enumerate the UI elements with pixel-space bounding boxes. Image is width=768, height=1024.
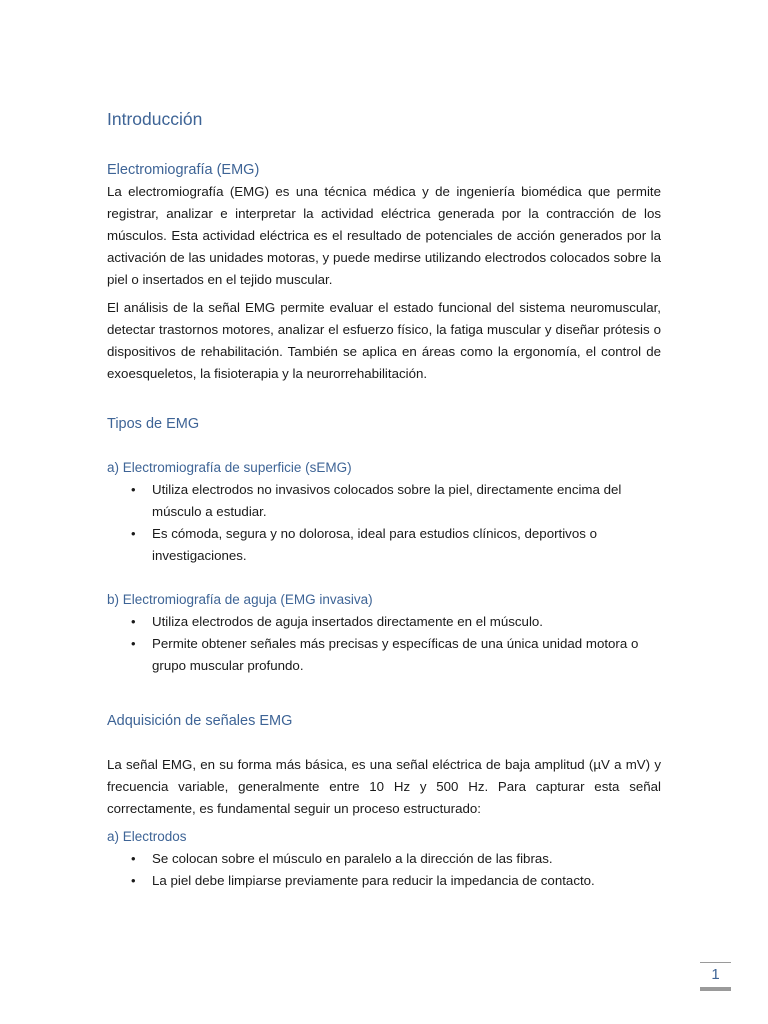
bullet-icon: • xyxy=(131,614,136,629)
list-item-text: Utiliza electrodos de aguja insertados directamente en el músculo. xyxy=(152,614,543,629)
bullet-icon: • xyxy=(131,526,136,541)
list-item-text: Se colocan sobre el músculo en paralelo a la dirección de las fibras. xyxy=(152,851,553,866)
list-item xyxy=(107,848,661,870)
section-heading-acquisition: Adquisición de señales EMG xyxy=(107,713,293,729)
list-item-text: La piel debe limpiarse previamente para reducir la impedancia de contacto. xyxy=(152,873,595,888)
bullet-icon: • xyxy=(131,636,136,651)
bullet-list-needle-emg xyxy=(107,611,661,677)
section-heading-emg: Electromiografía (EMG) xyxy=(107,162,260,178)
bullet-icon: • xyxy=(131,851,136,866)
bullet-icon: • xyxy=(131,873,136,888)
page-content xyxy=(107,106,661,892)
subsection-heading-semg: a) Electromiografía de superficie (sEMG) xyxy=(107,460,352,475)
bullet-icon: • xyxy=(131,482,136,497)
list-item-text: Permite obtener señales más precisas y específicas de una única unidad motora o grupo muscular profundo. xyxy=(152,636,639,673)
page-number-footer xyxy=(700,962,731,991)
paragraph-emg-analysis: El análisis de la señal EMG permite evaluar el estado funcional del sistema neuromuscular, detectar trastornos motores, analizar el esfuerzo físico, la fatiga muscular y diseñar prótesis o dispositivos de rehabilitación. También se aplica en áreas como la ergonomía, el control de exoesqueletos, la fisioterapia y la neurorrehabilitación. xyxy=(107,300,661,381)
list-item-text: Utiliza electrodos no invasivos colocados sobre la piel, directamente encima del músculo a estudiar. xyxy=(152,482,622,519)
subsection-heading-electrodes: a) Electrodos xyxy=(107,829,187,844)
paragraph-acquisition: La señal EMG, en su forma más básica, es una señal eléctrica de baja amplitud (µV a mV) y frecuencia variable, generalmente entre 10 Hz y 500 Hz. Para capturar esta señal correctamente, es fundamental seguir un proceso estructurado: xyxy=(107,757,661,816)
bullet-list-semg xyxy=(107,479,661,567)
section-heading-types: Tipos de EMG xyxy=(107,416,200,432)
subsection-heading-needle-emg: b) Electromiografía de aguja (EMG invasiva) xyxy=(107,592,373,607)
bullet-list-electrodes xyxy=(107,848,661,892)
list-item xyxy=(107,633,661,677)
paragraph-emg-definition: La electromiografía (EMG) es una técnica médica y de ingeniería biomédica que permite registrar, analizar e interpretar la actividad eléctrica generada por la contracción de los músculos. Esta actividad eléctrica es el resultado de potenciales de acción generados por la activación de las unidades motoras, y puede medirse utilizando electrodos colocados sobre la piel o insertados en el tejido muscular. xyxy=(107,184,661,287)
page-number: 1 xyxy=(711,966,720,983)
list-item xyxy=(107,479,661,523)
list-item xyxy=(107,870,661,892)
list-item xyxy=(107,611,661,633)
list-item-text: Es cómoda, segura y no dolorosa, ideal para estudios clínicos, deportivos o investigaciones. xyxy=(152,526,597,563)
document-title: Introducción xyxy=(107,109,203,129)
list-item xyxy=(107,523,661,567)
page-number-bar xyxy=(700,987,731,991)
